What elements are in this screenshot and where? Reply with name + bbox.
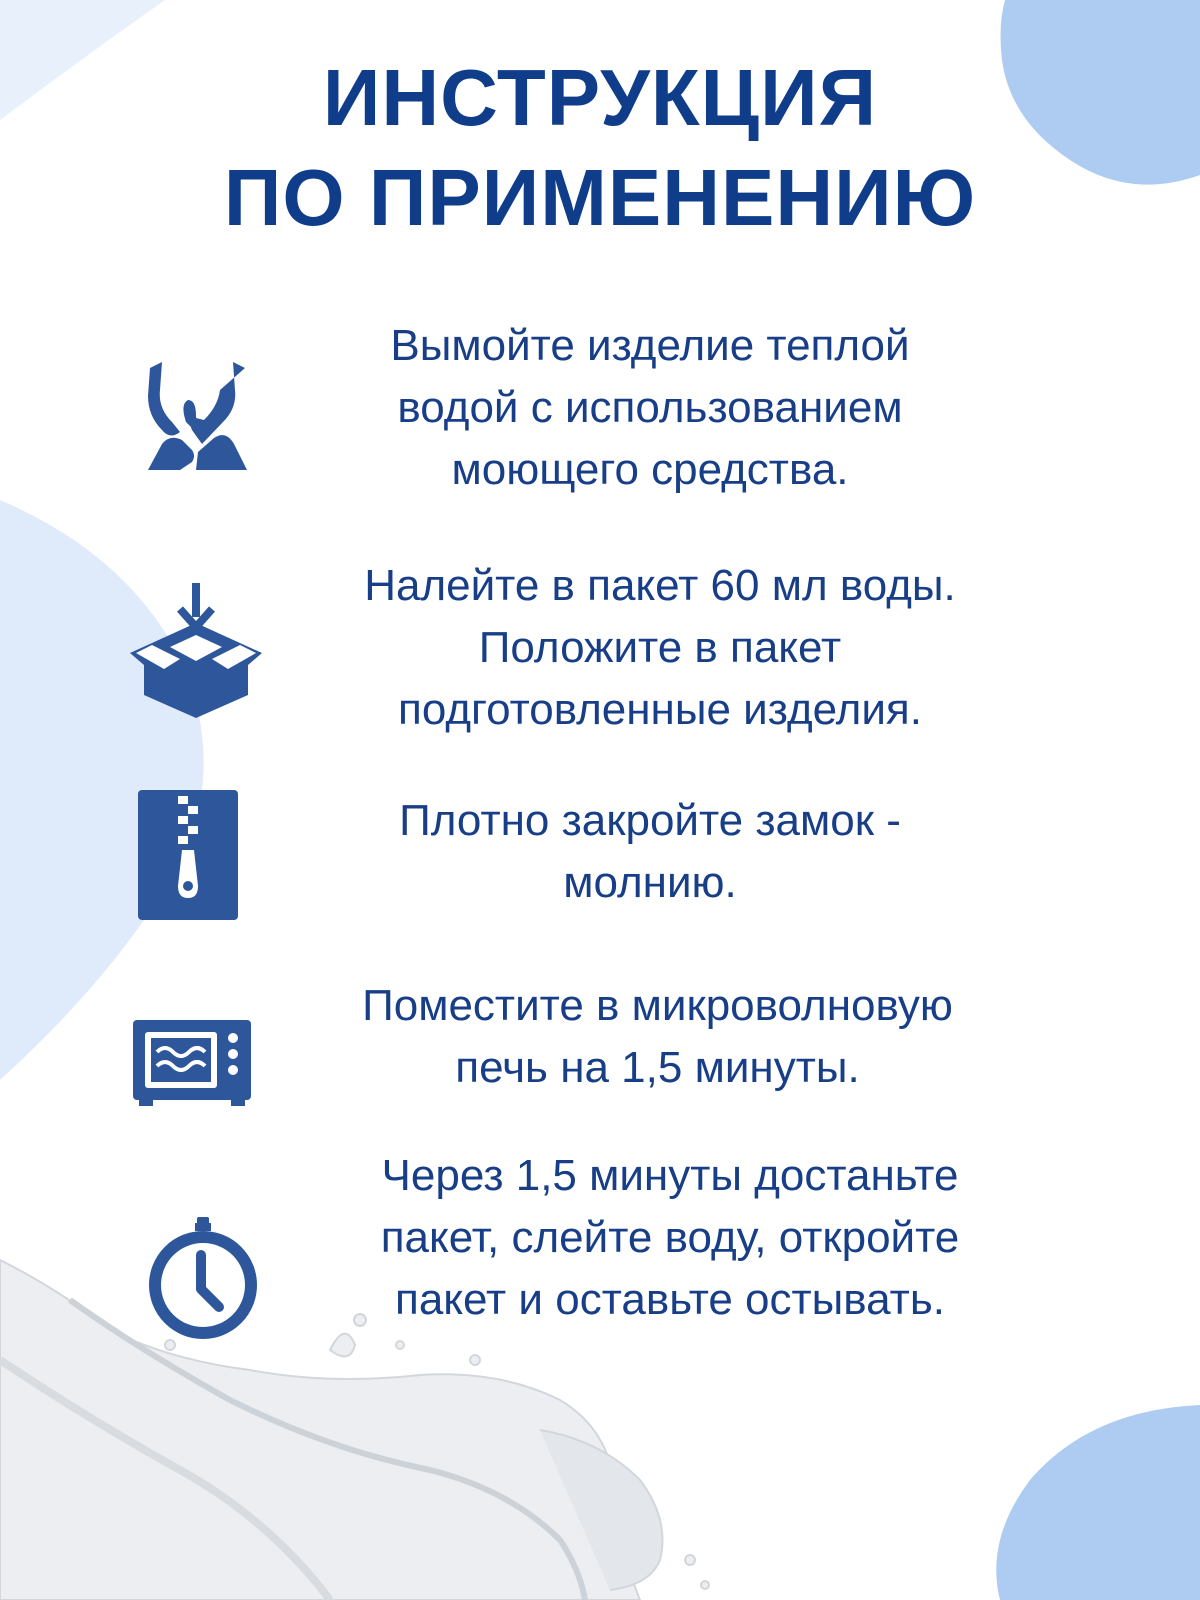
step-5 (0, 1145, 1200, 1345)
step-2 (0, 555, 1200, 755)
step-5-line-1: Через 1,5 минуты достаньте (381, 1151, 959, 1200)
microwave-icon (133, 1020, 251, 1106)
step-3 (0, 790, 1200, 990)
step-5-line-3: пакет и оставьте остывать. (395, 1275, 945, 1324)
step-1-text (260, 315, 1040, 501)
page-title (0, 48, 1200, 248)
step-2-text (260, 555, 1060, 741)
title-line-2: ПО ПРИМЕНЕНИЮ (223, 153, 977, 242)
step-1-line-1: Вымойте изделие теплой (390, 321, 910, 370)
step-4-line-2: печь на 1,5 минуты. (455, 1043, 860, 1092)
bottom-right-blob (996, 1405, 1200, 1600)
step-2-line-2: Положите в пакет (478, 623, 842, 672)
step-1-line-3: моющего средства. (451, 445, 849, 494)
step-5-text (270, 1145, 1070, 1331)
step-3-line-2: молнию. (563, 858, 737, 907)
step-1 (0, 315, 1200, 515)
step-5-line-2: пакет, слейте воду, откройте (380, 1213, 960, 1262)
zipper-icon (138, 790, 238, 920)
title-line-1: ИНСТРУКЦИЯ (322, 53, 878, 142)
step-4-text (260, 975, 1055, 1099)
step-2-line-3: подготовленные изделия. (398, 685, 922, 734)
box-download-icon (130, 583, 265, 718)
step-4-line-1: Поместите в микроволновую (362, 981, 953, 1030)
step-3-line-1: Плотно закройте замок - (399, 796, 901, 845)
step-2-line-1: Налейте в пакет 60 мл воды. (364, 561, 956, 610)
stopwatch-icon (145, 1217, 261, 1341)
step-3-text (260, 790, 1040, 914)
step-1-line-2: водой с использованием (397, 383, 903, 432)
washing-hands-icon (140, 360, 255, 475)
